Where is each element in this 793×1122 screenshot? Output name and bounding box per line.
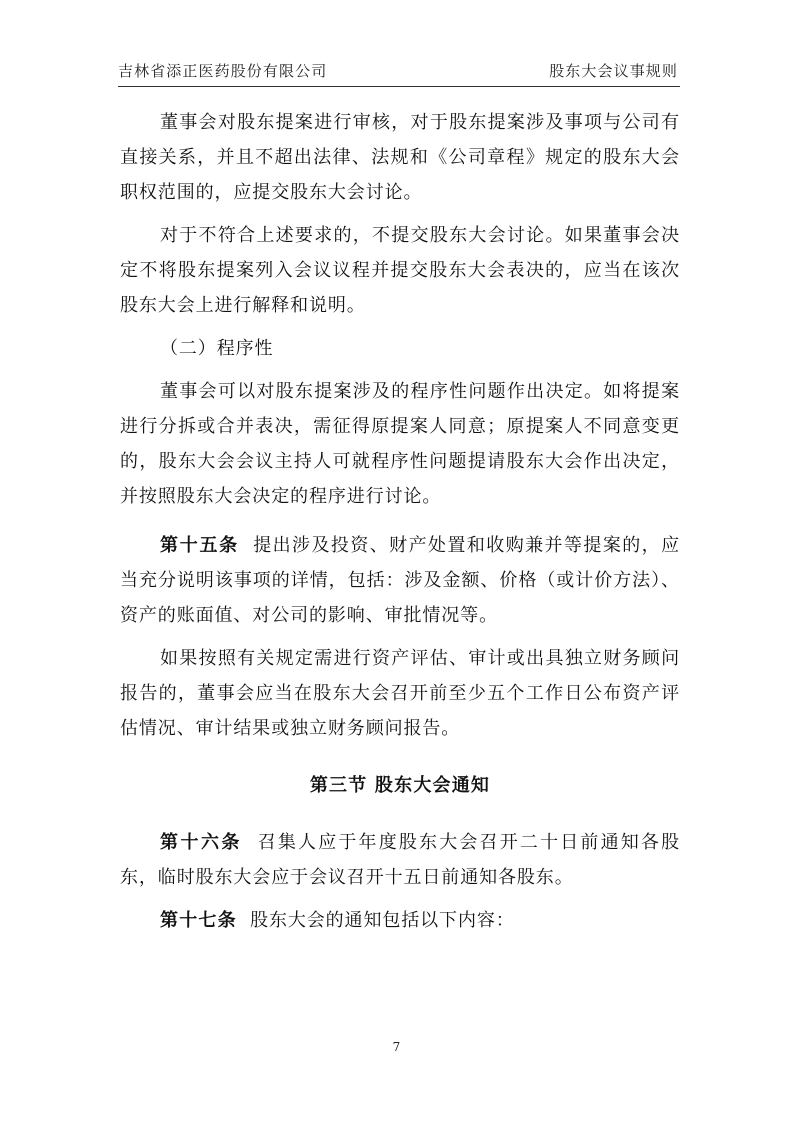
article-15 bbox=[120, 528, 680, 633]
paragraph-asset-evaluation: 如果按照有关规定需进行资产评估、审计或出具独立财务顾问报告的，董事会应当在股东大会召开前至少五个工作日公布资产评估情况、审计结果或独立财务顾问报告。 bbox=[120, 648, 680, 739]
paragraph-procedural: 董事会可以对股东提案涉及的程序性问题作出决定。如将提案进行分拆或合并表决，需征得原提案人同意；原提案人不同意变更的，股东大会会议主持人可就程序性问题提请股东大会作出决定，并按照股东大会决定的程序进行讨论。 bbox=[120, 381, 680, 507]
page-content bbox=[120, 105, 680, 938]
article-17-label: 第十七条 bbox=[160, 910, 237, 931]
article-15-label: 第十五条 bbox=[160, 535, 239, 556]
article-16-text: 召集人应于年度股东大会召开二十日前通知各股东，临时股东大会应于会议召开十五日前通知各股东。 bbox=[120, 832, 680, 888]
article-17 bbox=[120, 903, 680, 938]
section-title-notice: 第三节 股东大会通知 bbox=[309, 775, 491, 796]
page-number: 7 bbox=[392, 1040, 401, 1054]
paragraph-board-review: 董事会对股东提案进行审核，对于股东提案涉及事项与公司有直接关系，并且不超出法律、法规和《公司章程》规定的股东大会职权范围的，应提交股东大会讨论。 bbox=[120, 112, 680, 203]
page-header bbox=[118, 54, 680, 87]
subsection-heading-procedural: （二）程序性 bbox=[160, 338, 274, 359]
company-name: 吉林省添正医药股份有限公司 bbox=[118, 62, 328, 80]
article-17-text: 股东大会的通知包括以下内容： bbox=[250, 910, 515, 931]
document-title: 股东大会议事规则 bbox=[549, 62, 678, 80]
paragraph-non-compliant: 对于不符合上述要求的，不提交股东大会讨论。如果董事会决定不将股东提案列入会议议程并提交股东大会表决的，应当在该次股东大会上进行解释和说明。 bbox=[120, 225, 680, 316]
article-15-text: 提出涉及投资、财产处置和收购兼并等提案的，应当充分说明该事项的详情，包括：涉及金额、价格（或计价方法）、资产的账面值、对公司的影响、审批情况等。 bbox=[120, 535, 680, 626]
article-16-label: 第十六条 bbox=[160, 832, 242, 853]
article-16 bbox=[120, 825, 680, 895]
